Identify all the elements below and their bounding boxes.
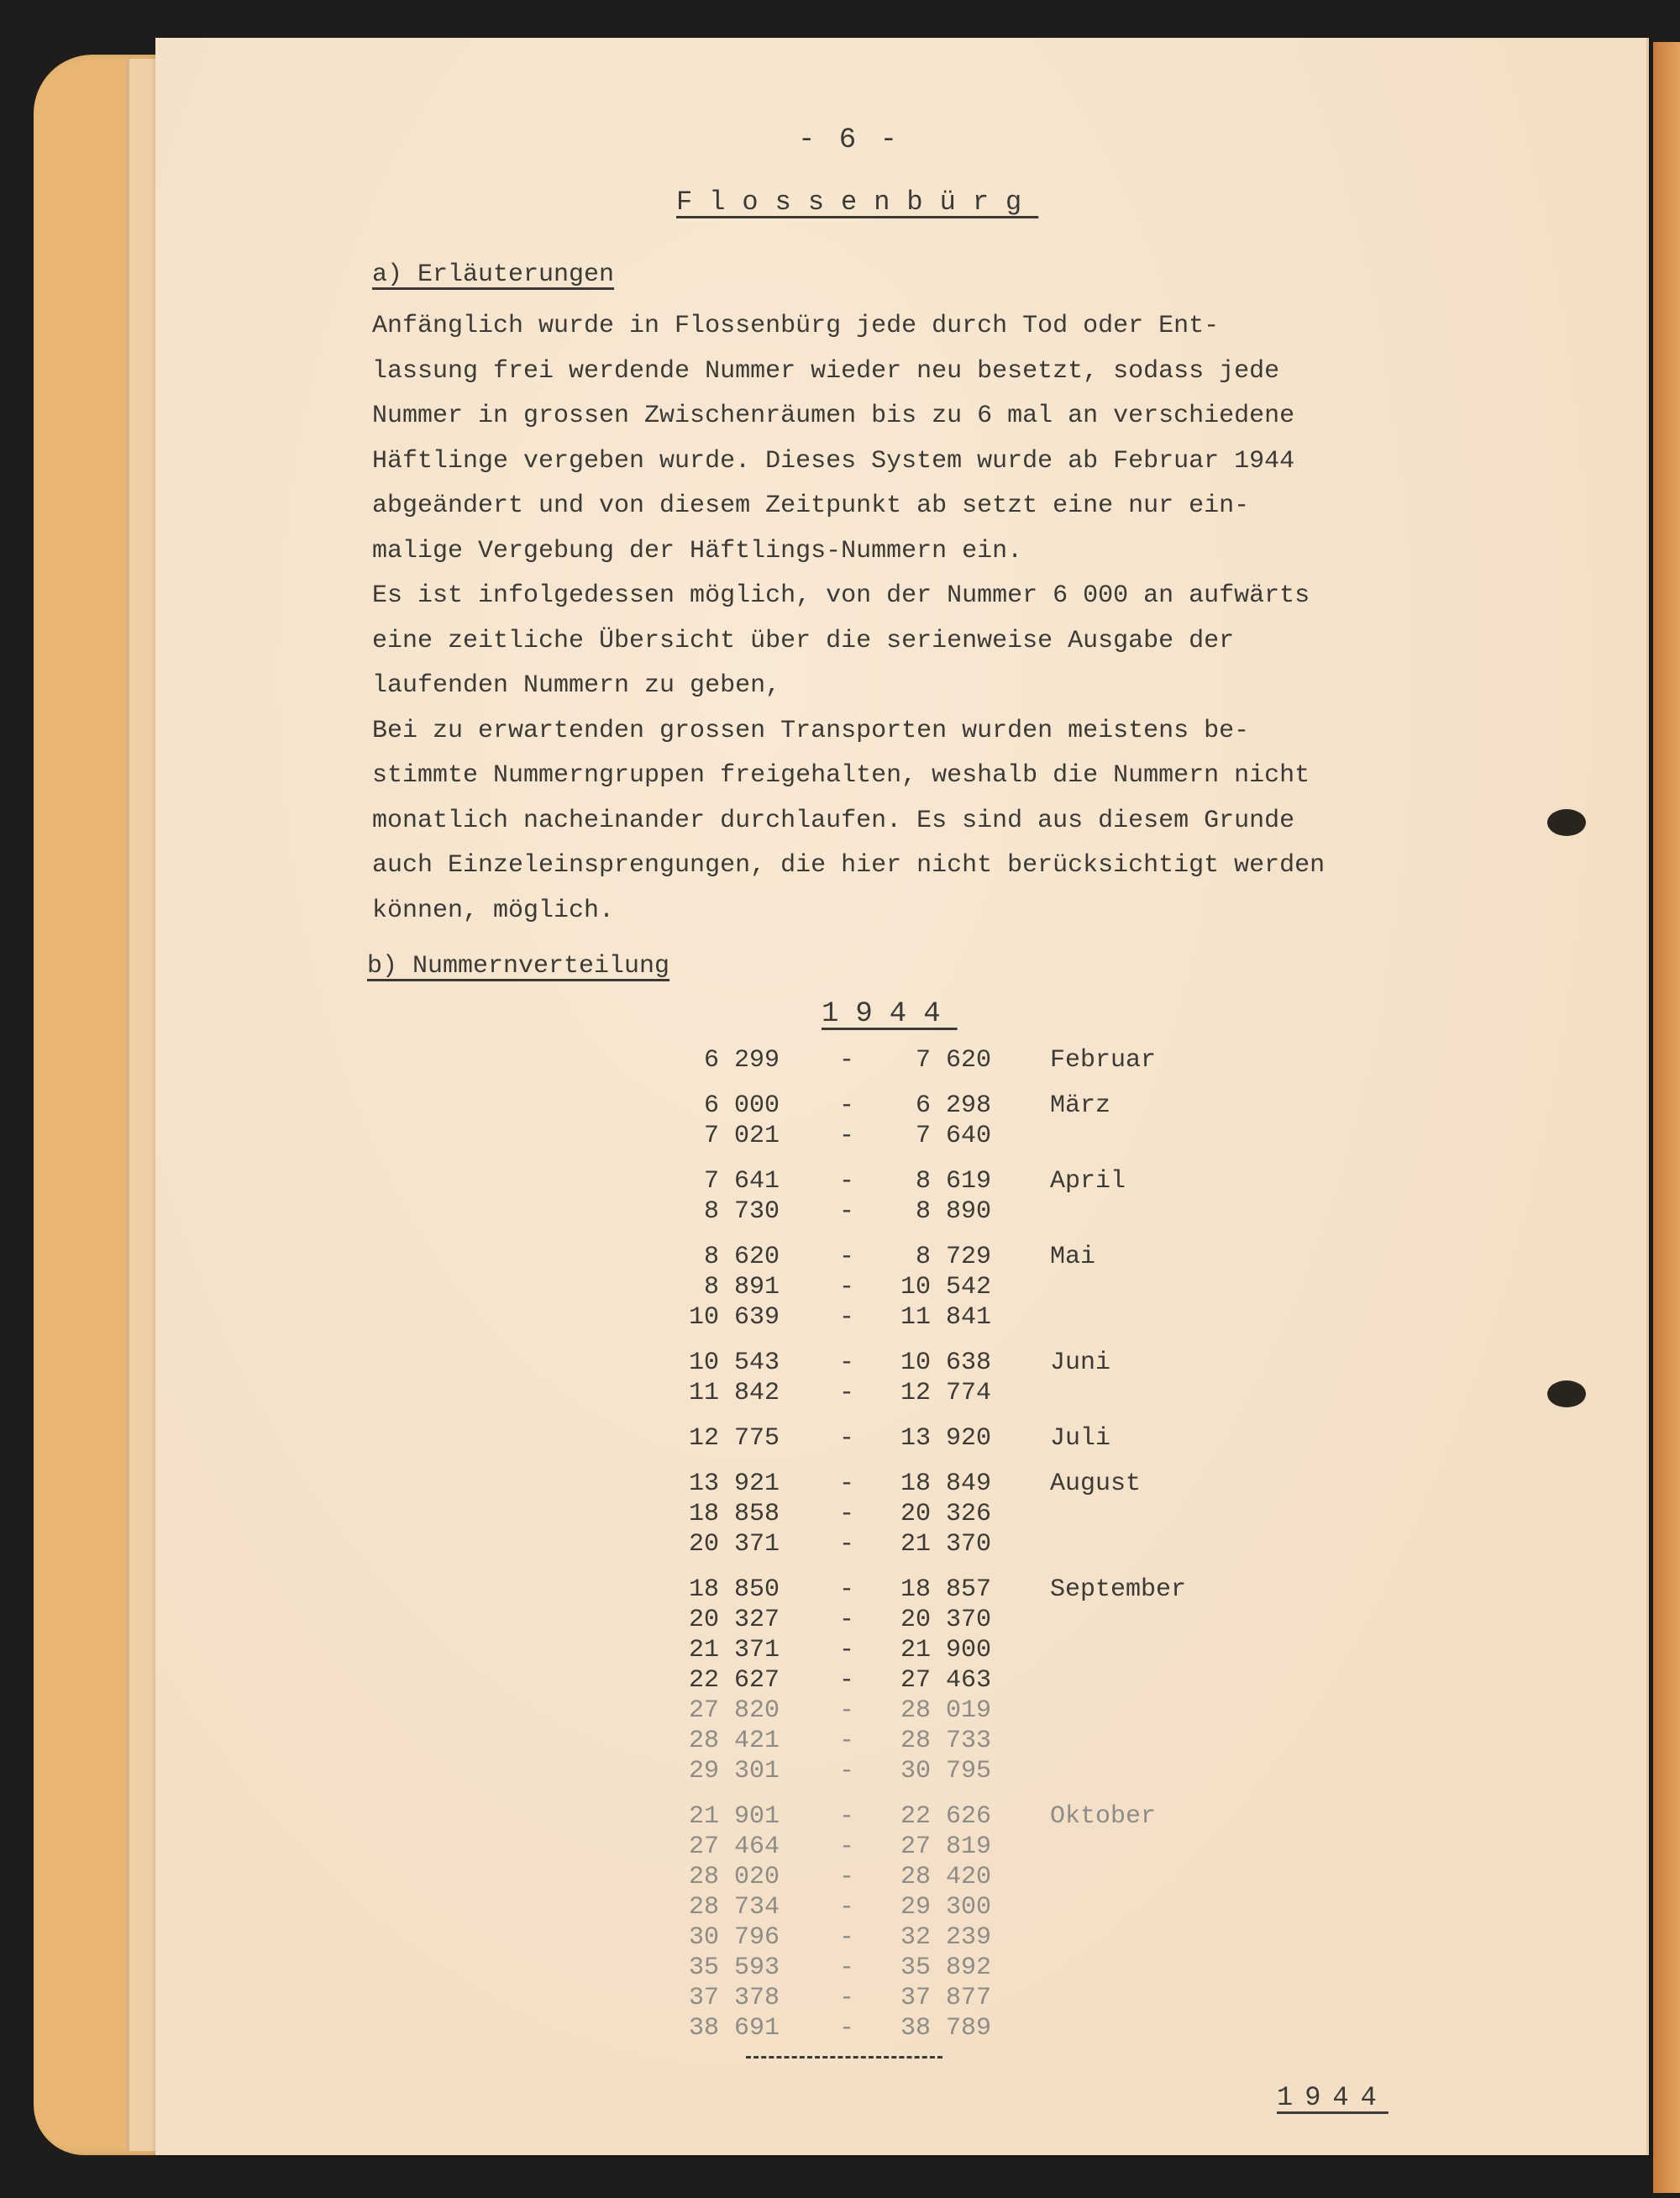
range-start: 18 850 [688, 1575, 780, 1604]
range-dash: - [838, 1953, 854, 1982]
range-start: 27 464 [688, 1833, 780, 1861]
range-start: 11 842 [688, 1379, 780, 1407]
range-start: 8 891 [703, 1273, 780, 1301]
footer-year: 1944 [1277, 2082, 1389, 2113]
range-start: 27 820 [688, 1696, 780, 1725]
range-end: 7 620 [915, 1046, 991, 1075]
range-dash: - [838, 1424, 854, 1453]
range-start: 6 299 [703, 1046, 780, 1075]
text-line: Häftlinge vergeben wurde. Dieses System wurde ab Februar 1944 [372, 446, 1295, 476]
range-end: 35 892 [900, 1953, 991, 1982]
text-line: auch Einzeleinsprengungen, die hier nicht berücksichtigt werden [372, 851, 1326, 880]
punch-hole [1547, 1380, 1586, 1407]
range-dash: - [838, 1243, 854, 1271]
range-start: 30 796 [688, 1923, 780, 1952]
range-start: 28 421 [688, 1727, 780, 1755]
range-dash: - [838, 1379, 854, 1407]
range-start: 28 734 [688, 1893, 780, 1922]
range-start: 21 901 [688, 1802, 780, 1831]
text-line: eine zeitliche Übersicht über die serienweise Ausgabe der [372, 626, 1235, 655]
range-start: 20 327 [688, 1606, 780, 1634]
range-start: 29 301 [688, 1757, 780, 1785]
range-dash: - [838, 1666, 854, 1695]
text-line: Anfänglich wurde in Flossenbürg jede durch Tod oder Ent- [372, 312, 1220, 340]
range-dash: - [838, 1303, 854, 1332]
section-a-heading: a) Erläuterungen [372, 260, 615, 289]
range-dash: - [838, 1273, 854, 1301]
month-label: Oktober [1050, 1802, 1157, 1831]
text-line: stimmte Nummerngruppen freigehalten, weshalb die Nummern nicht [372, 761, 1310, 790]
range-end: 27 819 [900, 1833, 991, 1861]
range-end: 20 326 [900, 1500, 991, 1528]
range-start: 12 775 [688, 1424, 780, 1453]
range-end: 29 300 [900, 1893, 991, 1922]
month-label: Mai [1050, 1243, 1096, 1271]
range-start: 8 730 [703, 1197, 780, 1226]
range-end: 10 542 [900, 1273, 991, 1301]
range-end: 8 890 [915, 1197, 991, 1226]
range-dash: - [838, 1530, 854, 1559]
range-end: 38 789 [900, 2014, 991, 2043]
range-start: 10 543 [688, 1349, 780, 1377]
range-dash: - [838, 1349, 854, 1377]
range-start: 10 639 [688, 1303, 780, 1332]
binder-strip [1653, 42, 1680, 2193]
range-start: 7 641 [703, 1167, 780, 1196]
range-end: 11 841 [900, 1303, 991, 1332]
explanation-paragraph [372, 304, 1380, 933]
table-end-rule [746, 2056, 942, 2059]
range-end: 13 920 [900, 1424, 991, 1453]
range-start: 6 000 [703, 1091, 780, 1120]
text-line: malige Vergebung der Häftlings-Nummern ein. [372, 536, 1023, 565]
range-dash: - [838, 1984, 854, 2012]
month-label: April [1050, 1167, 1126, 1196]
range-start: 21 371 [688, 1636, 780, 1664]
page-number: - 6 - [798, 124, 901, 156]
range-start: 28 020 [688, 1863, 780, 1891]
range-end: 28 420 [900, 1863, 991, 1891]
range-start: 18 858 [688, 1500, 780, 1528]
range-start: 22 627 [688, 1666, 780, 1695]
range-dash: - [838, 1802, 854, 1831]
range-end: 8 619 [915, 1167, 991, 1196]
text-line: monatlich nacheinander durchlaufen. Es sind aus diesem Grunde [372, 806, 1295, 835]
month-label: Juli [1050, 1424, 1111, 1453]
range-dash: - [838, 1863, 854, 1891]
table-year-heading: 1944 [822, 998, 958, 1030]
range-dash: - [838, 1046, 854, 1075]
range-dash: - [838, 1470, 854, 1498]
range-dash: - [838, 1923, 854, 1952]
range-end: 37 877 [900, 1984, 991, 2012]
text-line: Nummer in grossen Zwischenräumen bis zu 6 mal an verschiedene [372, 402, 1295, 430]
text-line: abgeändert und von diesem Zeitpunkt ab setzt eine nur ein- [372, 492, 1250, 520]
range-start: 35 593 [688, 1953, 780, 1982]
text-line: lassung frei werdende Nummer wieder neu besetzt, sodass jede [372, 356, 1280, 386]
range-dash: - [838, 1606, 854, 1634]
range-end: 30 795 [900, 1757, 991, 1785]
range-end: 28 733 [900, 1727, 991, 1755]
range-end: 10 638 [900, 1349, 991, 1377]
text-line: Bei zu erwartenden grossen Transporten wurden meistens be- [372, 716, 1250, 745]
range-start: 13 921 [688, 1470, 780, 1498]
range-end: 18 857 [900, 1575, 991, 1604]
range-dash: - [838, 1575, 854, 1604]
range-dash: - [838, 1197, 854, 1226]
range-end: 6 298 [915, 1091, 991, 1120]
text-line: laufenden Nummern zu geben, [372, 671, 781, 700]
range-dash: - [838, 1500, 854, 1528]
range-dash: - [838, 1696, 854, 1725]
range-start: 8 620 [703, 1243, 780, 1271]
range-end: 18 849 [900, 1470, 991, 1498]
range-dash: - [838, 1091, 854, 1120]
range-dash: - [838, 1833, 854, 1861]
punch-hole [1547, 809, 1586, 836]
range-end: 27 463 [900, 1666, 991, 1695]
range-start: 37 378 [688, 1984, 780, 2012]
month-label: März [1050, 1091, 1111, 1120]
range-start: 38 691 [688, 2014, 780, 2043]
section-b-heading: b) Nummernverteilung [367, 952, 670, 981]
range-end: 32 239 [900, 1923, 991, 1952]
page-title: Flossenbürg [676, 187, 1039, 218]
range-end: 28 019 [900, 1696, 991, 1725]
text-line: können, möglich. [372, 896, 615, 925]
range-end: 21 900 [900, 1636, 991, 1664]
range-dash: - [838, 1167, 854, 1196]
range-start: 20 371 [688, 1530, 780, 1559]
range-end: 20 370 [900, 1606, 991, 1634]
range-dash: - [838, 1122, 854, 1150]
month-label: September [1050, 1575, 1187, 1604]
range-end: 7 640 [915, 1122, 991, 1150]
month-label: Juni [1050, 1349, 1111, 1377]
range-end: 12 774 [900, 1379, 991, 1407]
range-dash: - [838, 1757, 854, 1785]
text-line: Es ist infolgedessen möglich, von der Nummer 6 000 an aufwärts [372, 581, 1310, 610]
month-label: Februar [1050, 1046, 1157, 1075]
range-end: 8 729 [915, 1243, 991, 1271]
month-label: August [1050, 1470, 1142, 1498]
range-dash: - [838, 2014, 854, 2043]
range-dash: - [838, 1893, 854, 1922]
range-end: 22 626 [900, 1802, 991, 1831]
range-start: 7 021 [703, 1122, 780, 1150]
range-dash: - [838, 1727, 854, 1755]
range-end: 21 370 [900, 1530, 991, 1559]
range-dash: - [838, 1636, 854, 1664]
